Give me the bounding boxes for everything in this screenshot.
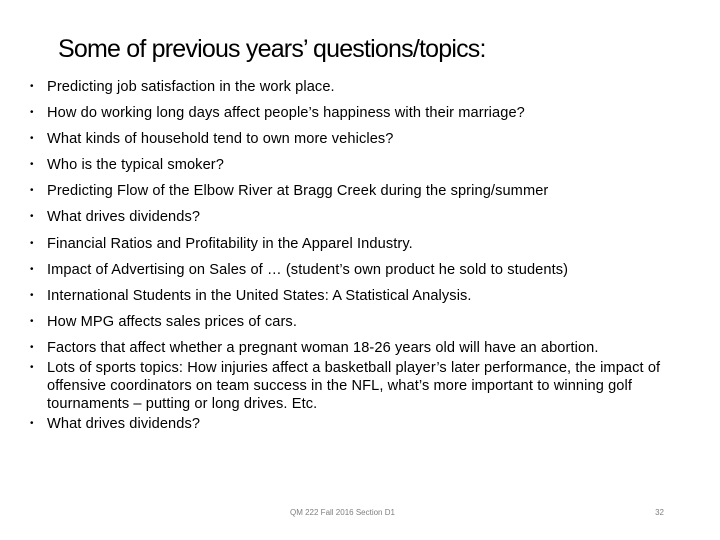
list-item bbox=[30, 313, 680, 331]
list-item-text: Factors that affect whether a pregnant woman 18-26 years old will have an abortion. bbox=[47, 339, 599, 356]
list-item-text: What drives dividends? bbox=[47, 415, 201, 432]
list-item-text: What kinds of household tend to own more vehicles? bbox=[47, 131, 394, 148]
bullet-icon: • bbox=[30, 133, 34, 145]
slide-number: 32 bbox=[655, 508, 664, 517]
slide-title: Some of previous years’ questions/topics: bbox=[58, 35, 486, 63]
bullet-icon: • bbox=[30, 185, 34, 197]
list-item bbox=[30, 104, 680, 122]
bullet-icon: • bbox=[30, 211, 34, 223]
bullet-icon: • bbox=[30, 289, 34, 301]
list-item-text: Impact of Advertising on Sales of … (student’s own product he sold to students) bbox=[47, 261, 569, 278]
list-item-text: Lots of sports topics: How injuries affect a basketball player’s later performance, the impact of offensive coordinators on team success in the NFL, what’s more important to winning golf tournaments – putting or long drives. Etc. bbox=[47, 359, 661, 412]
list-item-text: International Students in the United States: A Statistical Analysis. bbox=[47, 287, 472, 304]
bullet-icon: • bbox=[30, 107, 34, 119]
bullet-icon: • bbox=[30, 159, 34, 171]
list-item bbox=[30, 156, 680, 174]
list-item-text: Predicting Flow of the Elbow River at Bragg Creek during the spring/summer bbox=[47, 183, 549, 200]
list-item-text: How MPG affects sales prices of cars. bbox=[47, 313, 297, 330]
list-item-text: Financial Ratios and Profitability in the Apparel Industry. bbox=[47, 235, 413, 252]
list-item-text: Predicting job satisfaction in the work place. bbox=[47, 79, 335, 95]
list-item-text: Who is the typical smoker? bbox=[47, 157, 224, 174]
list-item bbox=[30, 287, 680, 305]
bullet-icon: • bbox=[30, 81, 34, 92]
list-item bbox=[30, 261, 680, 279]
list-item bbox=[30, 78, 680, 96]
list-item bbox=[30, 130, 680, 148]
bullet-icon: • bbox=[30, 361, 34, 373]
slide-footer: QM 222 Fall 2016 Section D1 bbox=[290, 508, 395, 517]
bullet-icon: • bbox=[30, 315, 34, 327]
bullet-icon: • bbox=[30, 263, 34, 275]
topic-bullet-list bbox=[30, 78, 680, 441]
list-item-text: What drives dividends? bbox=[47, 209, 201, 226]
list-item bbox=[30, 235, 680, 253]
list-item bbox=[30, 359, 680, 413]
list-item bbox=[30, 182, 680, 200]
list-item bbox=[30, 339, 680, 357]
list-item bbox=[30, 208, 680, 226]
bullet-icon: • bbox=[30, 341, 34, 353]
bullet-icon: • bbox=[30, 237, 34, 249]
bullet-icon: • bbox=[30, 417, 34, 429]
list-item-text: How do working long days affect people’s happiness with their marriage? bbox=[47, 105, 525, 122]
list-item bbox=[30, 415, 680, 433]
